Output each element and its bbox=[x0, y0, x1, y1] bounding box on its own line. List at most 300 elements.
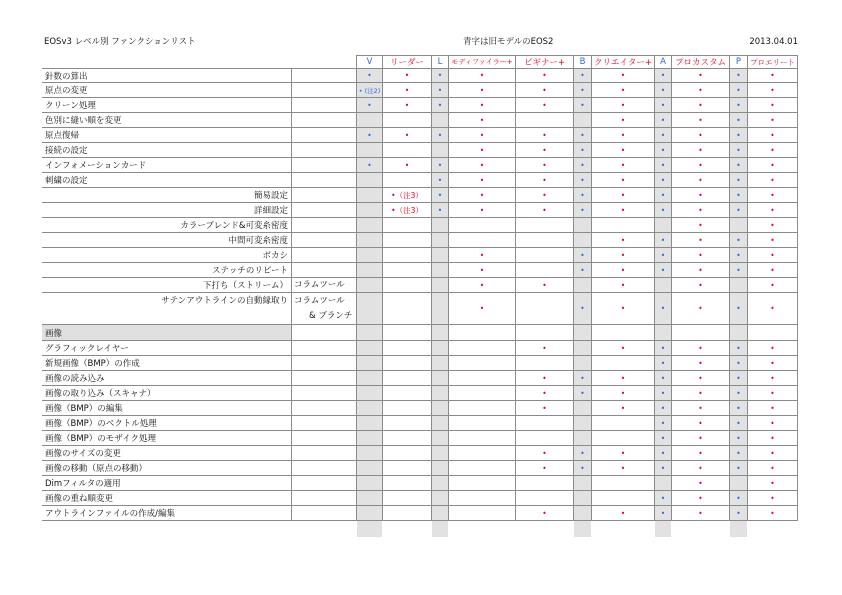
support-mark bbox=[748, 218, 798, 233]
support-mark bbox=[383, 446, 432, 461]
shaded-column-tail bbox=[730, 521, 747, 537]
shaded-column-tail bbox=[357, 521, 382, 537]
support-mark bbox=[748, 506, 798, 521]
support-mark-symbol: • bbox=[404, 85, 410, 95]
support-mark-symbol: • bbox=[620, 235, 626, 245]
level-header bbox=[432, 55, 449, 69]
support-mark-symbol: • bbox=[770, 265, 775, 275]
support-mark bbox=[383, 278, 432, 293]
support-mark bbox=[383, 401, 432, 416]
support-mark-symbol: • bbox=[580, 100, 585, 110]
support-mark bbox=[655, 401, 672, 416]
support-mark bbox=[432, 476, 449, 491]
option-cell bbox=[292, 506, 357, 521]
support-mark-symbol: • bbox=[660, 85, 666, 95]
support-mark-symbol: • bbox=[770, 220, 775, 230]
support-mark bbox=[383, 233, 432, 248]
support-mark-symbol: • bbox=[479, 190, 485, 200]
support-mark bbox=[655, 218, 672, 233]
support-mark-symbol: • bbox=[542, 448, 547, 458]
support-mark-symbol: • bbox=[698, 130, 703, 140]
function-label: 接続の設定 bbox=[42, 143, 292, 158]
support-mark-symbol: • bbox=[542, 388, 547, 398]
support-mark bbox=[672, 113, 730, 128]
support-mark-symbol: • bbox=[542, 373, 547, 383]
option-label: コラムツール bbox=[294, 279, 345, 290]
support-mark-symbol: • bbox=[437, 100, 443, 110]
table-row bbox=[0, 371, 842, 386]
support-mark-symbol: • bbox=[736, 508, 741, 518]
support-mark bbox=[730, 341, 748, 356]
support-mark bbox=[655, 461, 672, 476]
support-mark bbox=[383, 371, 432, 386]
table-row bbox=[0, 128, 842, 143]
support-mark-symbol: • bbox=[580, 250, 585, 260]
support-mark-symbol: • bbox=[580, 190, 585, 200]
support-mark-symbol: • bbox=[580, 160, 585, 170]
support-mark bbox=[672, 158, 730, 173]
function-label: 画像のサイズの変更 bbox=[42, 446, 292, 461]
support-mark bbox=[574, 128, 592, 143]
support-mark-symbol: • bbox=[698, 235, 703, 245]
support-mark bbox=[748, 83, 798, 98]
support-mark bbox=[655, 446, 672, 461]
support-mark-symbol: • bbox=[660, 388, 666, 398]
option-cell bbox=[292, 233, 357, 248]
support-mark bbox=[730, 416, 748, 431]
support-mark bbox=[516, 293, 574, 325]
support-mark bbox=[655, 476, 672, 491]
support-mark bbox=[592, 188, 655, 203]
support-mark-symbol: • bbox=[367, 100, 372, 110]
support-mark bbox=[574, 248, 592, 263]
support-mark bbox=[592, 98, 655, 113]
support-mark-symbol: • bbox=[770, 115, 775, 125]
option-cell bbox=[292, 143, 357, 158]
support-mark bbox=[574, 341, 592, 356]
support-mark bbox=[383, 386, 432, 401]
support-mark bbox=[449, 476, 516, 491]
support-mark bbox=[516, 203, 574, 218]
table-row bbox=[0, 506, 842, 521]
support-mark-symbol: • bbox=[736, 343, 741, 353]
function-label: 画像の移動（原点の移動） bbox=[42, 461, 292, 476]
support-mark-symbol: • bbox=[620, 115, 626, 125]
support-mark bbox=[357, 128, 383, 143]
table-row bbox=[0, 386, 842, 401]
support-mark bbox=[574, 218, 592, 233]
support-mark bbox=[592, 68, 655, 83]
support-mark bbox=[655, 248, 672, 263]
support-mark bbox=[655, 173, 672, 188]
support-mark bbox=[748, 233, 798, 248]
support-mark bbox=[383, 128, 432, 143]
support-mark bbox=[730, 278, 748, 293]
support-mark-symbol: • bbox=[698, 478, 703, 488]
support-mark bbox=[432, 68, 449, 83]
function-label: 針数の算出 bbox=[42, 68, 292, 83]
support-mark-symbol: • bbox=[367, 130, 372, 140]
support-mark bbox=[592, 446, 655, 461]
support-mark bbox=[730, 386, 748, 401]
support-mark-symbol: • bbox=[736, 250, 741, 260]
support-mark-symbol: • bbox=[698, 145, 703, 155]
support-mark bbox=[592, 233, 655, 248]
document-date: 2013.04.01 bbox=[749, 37, 798, 47]
support-mark-symbol: • bbox=[404, 130, 410, 140]
support-mark bbox=[672, 491, 730, 506]
support-mark bbox=[748, 68, 798, 83]
support-mark bbox=[748, 341, 798, 356]
support-mark bbox=[357, 476, 383, 491]
table-row bbox=[0, 263, 842, 278]
support-mark bbox=[449, 188, 516, 203]
support-mark bbox=[748, 476, 798, 491]
support-mark bbox=[449, 263, 516, 278]
shaded-column-tail bbox=[432, 521, 448, 537]
function-label: 刺繍の設定 bbox=[42, 173, 292, 188]
support-mark-symbol: • bbox=[770, 175, 775, 185]
support-mark bbox=[357, 401, 383, 416]
level-header-label: V bbox=[366, 57, 373, 67]
support-mark bbox=[383, 461, 432, 476]
support-mark bbox=[574, 83, 592, 98]
support-mark-symbol: • bbox=[620, 388, 626, 398]
support-mark-symbol: • bbox=[698, 304, 703, 313]
support-mark bbox=[357, 113, 383, 128]
support-mark bbox=[574, 325, 592, 341]
support-mark-symbol: • bbox=[580, 130, 585, 140]
support-mark bbox=[592, 386, 655, 401]
support-mark bbox=[574, 68, 592, 83]
support-mark bbox=[592, 341, 655, 356]
support-mark bbox=[730, 128, 748, 143]
support-mark bbox=[516, 98, 574, 113]
support-mark bbox=[516, 218, 574, 233]
level-header-label: プロエリート bbox=[750, 57, 795, 67]
support-mark-symbol: • bbox=[542, 205, 547, 215]
option-cell bbox=[292, 218, 357, 233]
table-header-row bbox=[0, 55, 842, 69]
level-header bbox=[592, 55, 655, 69]
support-mark bbox=[357, 263, 383, 278]
support-mark bbox=[574, 278, 592, 293]
support-mark bbox=[592, 416, 655, 431]
function-label: アウトラインファイルの作成/編集 bbox=[42, 506, 292, 521]
support-mark bbox=[574, 158, 592, 173]
level-header bbox=[672, 55, 730, 69]
support-mark bbox=[357, 386, 383, 401]
support-mark bbox=[357, 325, 383, 341]
support-mark bbox=[748, 386, 798, 401]
support-mark bbox=[672, 446, 730, 461]
support-mark-symbol: • bbox=[479, 85, 485, 95]
support-mark-symbol: • bbox=[770, 70, 775, 80]
support-mark bbox=[432, 278, 449, 293]
support-mark-symbol: • bbox=[542, 160, 547, 170]
support-mark bbox=[730, 143, 748, 158]
support-mark-symbol: • bbox=[437, 70, 443, 80]
support-mark-symbol: • bbox=[736, 433, 741, 443]
support-mark bbox=[449, 491, 516, 506]
support-mark-symbol: • bbox=[580, 448, 585, 458]
shaded-column-tail bbox=[655, 521, 671, 537]
support-mark-symbol: • bbox=[770, 403, 775, 413]
support-mark-symbol: • bbox=[736, 388, 741, 398]
level-header-label: A bbox=[660, 57, 666, 67]
support-mark bbox=[516, 476, 574, 491]
support-mark bbox=[672, 401, 730, 416]
support-mark-symbol: • bbox=[660, 304, 666, 313]
support-mark-symbol: • bbox=[736, 205, 741, 215]
support-mark-symbol: • bbox=[542, 175, 547, 185]
table-row bbox=[0, 293, 842, 325]
support-mark bbox=[730, 293, 748, 325]
support-mark-symbol: • bbox=[580, 373, 585, 383]
support-mark bbox=[449, 356, 516, 371]
support-mark bbox=[730, 83, 748, 98]
level-header bbox=[748, 55, 798, 69]
level-header bbox=[356, 55, 383, 69]
support-mark-symbol: • bbox=[736, 190, 741, 200]
support-mark bbox=[432, 461, 449, 476]
table-row bbox=[0, 491, 842, 506]
option-cell bbox=[292, 431, 357, 446]
table-row bbox=[0, 278, 842, 293]
support-mark-symbol: • bbox=[404, 70, 410, 80]
table-row bbox=[0, 143, 842, 158]
support-mark bbox=[357, 506, 383, 521]
support-mark-symbol: • bbox=[542, 508, 547, 518]
support-mark bbox=[432, 341, 449, 356]
support-mark-symbol: • bbox=[542, 145, 547, 155]
support-mark bbox=[748, 248, 798, 263]
support-mark-symbol: • bbox=[542, 85, 547, 95]
level-header bbox=[655, 55, 672, 69]
support-mark bbox=[574, 143, 592, 158]
support-mark bbox=[357, 68, 383, 83]
table-row bbox=[0, 218, 842, 233]
support-mark-symbol: • bbox=[698, 388, 703, 398]
support-mark bbox=[432, 446, 449, 461]
support-mark bbox=[357, 98, 383, 113]
support-mark bbox=[655, 506, 672, 521]
support-mark bbox=[357, 416, 383, 431]
support-mark bbox=[672, 278, 730, 293]
support-mark bbox=[449, 158, 516, 173]
support-mark bbox=[516, 158, 574, 173]
support-mark-symbol: • bbox=[736, 160, 741, 170]
support-mark-symbol: • bbox=[479, 100, 485, 110]
support-mark-symbol: • bbox=[620, 343, 626, 353]
support-mark bbox=[383, 188, 432, 203]
level-header-label: ビギナー+ bbox=[523, 58, 566, 68]
support-mark bbox=[655, 491, 672, 506]
support-mark bbox=[672, 188, 730, 203]
support-mark bbox=[655, 128, 672, 143]
support-mark bbox=[655, 158, 672, 173]
support-mark bbox=[449, 446, 516, 461]
support-mark-symbol: • bbox=[367, 160, 372, 170]
support-mark-symbol: • bbox=[698, 100, 703, 110]
option-cell bbox=[292, 113, 357, 128]
support-mark-symbol: • bbox=[437, 205, 443, 215]
support-mark bbox=[383, 263, 432, 278]
level-header-label: モディファイラー+ bbox=[451, 58, 513, 66]
support-mark-symbol: • bbox=[660, 433, 666, 443]
support-mark bbox=[730, 476, 748, 491]
table-row bbox=[0, 188, 842, 203]
support-mark-symbol: • bbox=[770, 448, 775, 458]
support-mark bbox=[432, 431, 449, 446]
support-mark-symbol: • bbox=[736, 373, 741, 383]
support-mark-symbol: •（注3） bbox=[391, 205, 423, 215]
support-mark bbox=[432, 218, 449, 233]
support-mark bbox=[516, 68, 574, 83]
support-mark bbox=[655, 356, 672, 371]
table-row bbox=[0, 446, 842, 461]
support-mark bbox=[592, 431, 655, 446]
support-mark-symbol: • bbox=[736, 304, 741, 313]
table-row bbox=[0, 356, 842, 371]
support-mark bbox=[449, 416, 516, 431]
support-mark bbox=[432, 203, 449, 218]
support-mark-symbol: • bbox=[580, 388, 585, 398]
option-cell bbox=[292, 416, 357, 431]
support-mark bbox=[672, 143, 730, 158]
support-mark bbox=[748, 188, 798, 203]
function-label: 画像（BMP）のモザイク処理 bbox=[42, 431, 292, 446]
support-mark bbox=[592, 325, 655, 341]
support-mark bbox=[449, 293, 516, 325]
support-mark bbox=[383, 325, 432, 341]
support-mark bbox=[730, 506, 748, 521]
support-mark bbox=[672, 431, 730, 446]
support-mark bbox=[357, 233, 383, 248]
support-mark bbox=[592, 113, 655, 128]
support-mark-symbol: • bbox=[698, 403, 703, 413]
support-mark bbox=[592, 263, 655, 278]
support-mark bbox=[449, 401, 516, 416]
support-mark bbox=[672, 263, 730, 278]
support-mark-symbol: • bbox=[770, 508, 775, 518]
option-cell bbox=[292, 248, 357, 263]
support-mark bbox=[432, 98, 449, 113]
support-mark bbox=[432, 113, 449, 128]
support-mark bbox=[574, 203, 592, 218]
support-mark bbox=[748, 431, 798, 446]
support-mark bbox=[432, 371, 449, 386]
support-mark bbox=[748, 128, 798, 143]
support-mark-symbol: • bbox=[698, 160, 703, 170]
table-row bbox=[0, 98, 842, 113]
table-row bbox=[0, 83, 842, 98]
level-header bbox=[516, 55, 574, 69]
support-mark-symbol: • bbox=[770, 85, 775, 95]
support-mark-symbol: • bbox=[620, 373, 626, 383]
support-mark-symbol: • bbox=[580, 85, 585, 95]
support-mark bbox=[383, 83, 432, 98]
level-header bbox=[449, 55, 516, 69]
support-mark-symbol: • bbox=[736, 403, 741, 413]
support-mark-symbol: • bbox=[620, 145, 626, 155]
level-header bbox=[730, 55, 748, 69]
support-mark-symbol: • bbox=[479, 130, 485, 140]
support-mark bbox=[592, 278, 655, 293]
option-cell bbox=[292, 491, 357, 506]
support-mark bbox=[516, 83, 574, 98]
support-mark bbox=[449, 371, 516, 386]
support-mark-symbol: • (注2) bbox=[358, 86, 381, 95]
shaded-column-tail-row bbox=[0, 521, 842, 537]
support-mark bbox=[574, 113, 592, 128]
support-mark bbox=[730, 461, 748, 476]
function-label: カラーブレンド&可変糸密度 bbox=[42, 218, 292, 233]
support-mark-symbol: • bbox=[542, 70, 547, 80]
support-mark bbox=[672, 416, 730, 431]
support-mark bbox=[432, 325, 449, 341]
support-mark bbox=[383, 506, 432, 521]
support-mark bbox=[748, 356, 798, 371]
support-mark bbox=[449, 143, 516, 158]
support-mark-symbol: • bbox=[479, 145, 485, 155]
support-mark bbox=[672, 98, 730, 113]
support-mark bbox=[383, 356, 432, 371]
support-mark-symbol: • bbox=[736, 85, 741, 95]
support-mark-symbol: • bbox=[542, 463, 547, 473]
support-mark-symbol: • bbox=[620, 205, 626, 215]
support-mark bbox=[432, 158, 449, 173]
support-mark-symbol: • bbox=[736, 463, 741, 473]
support-mark bbox=[655, 68, 672, 83]
support-mark bbox=[516, 188, 574, 203]
support-mark bbox=[449, 325, 516, 341]
support-mark bbox=[516, 416, 574, 431]
support-mark-symbol: • bbox=[736, 145, 741, 155]
support-mark bbox=[432, 128, 449, 143]
support-mark bbox=[655, 386, 672, 401]
table-row bbox=[0, 341, 842, 356]
support-mark-symbol: • bbox=[620, 175, 626, 185]
support-mark bbox=[592, 248, 655, 263]
support-mark bbox=[516, 128, 574, 143]
support-mark-symbol: • bbox=[580, 463, 585, 473]
support-mark bbox=[383, 143, 432, 158]
support-mark bbox=[592, 491, 655, 506]
support-mark bbox=[655, 203, 672, 218]
support-mark-symbol: • bbox=[620, 70, 626, 80]
support-mark bbox=[655, 83, 672, 98]
support-mark bbox=[357, 218, 383, 233]
level-header-label: プロカスタム bbox=[674, 58, 726, 68]
support-mark bbox=[432, 188, 449, 203]
support-mark-symbol: • bbox=[660, 130, 666, 140]
support-mark-symbol: • bbox=[736, 418, 741, 428]
support-mark bbox=[516, 143, 574, 158]
support-mark-symbol: • bbox=[698, 418, 703, 428]
support-mark bbox=[432, 506, 449, 521]
support-mark bbox=[730, 68, 748, 83]
support-mark-symbol: • bbox=[367, 70, 372, 80]
support-mark bbox=[730, 491, 748, 506]
support-mark bbox=[672, 68, 730, 83]
support-mark-symbol: • bbox=[770, 100, 775, 110]
support-mark bbox=[748, 278, 798, 293]
support-mark bbox=[432, 416, 449, 431]
support-mark-symbol: • bbox=[542, 343, 547, 353]
support-mark-symbol: • bbox=[660, 175, 666, 185]
support-mark bbox=[449, 83, 516, 98]
